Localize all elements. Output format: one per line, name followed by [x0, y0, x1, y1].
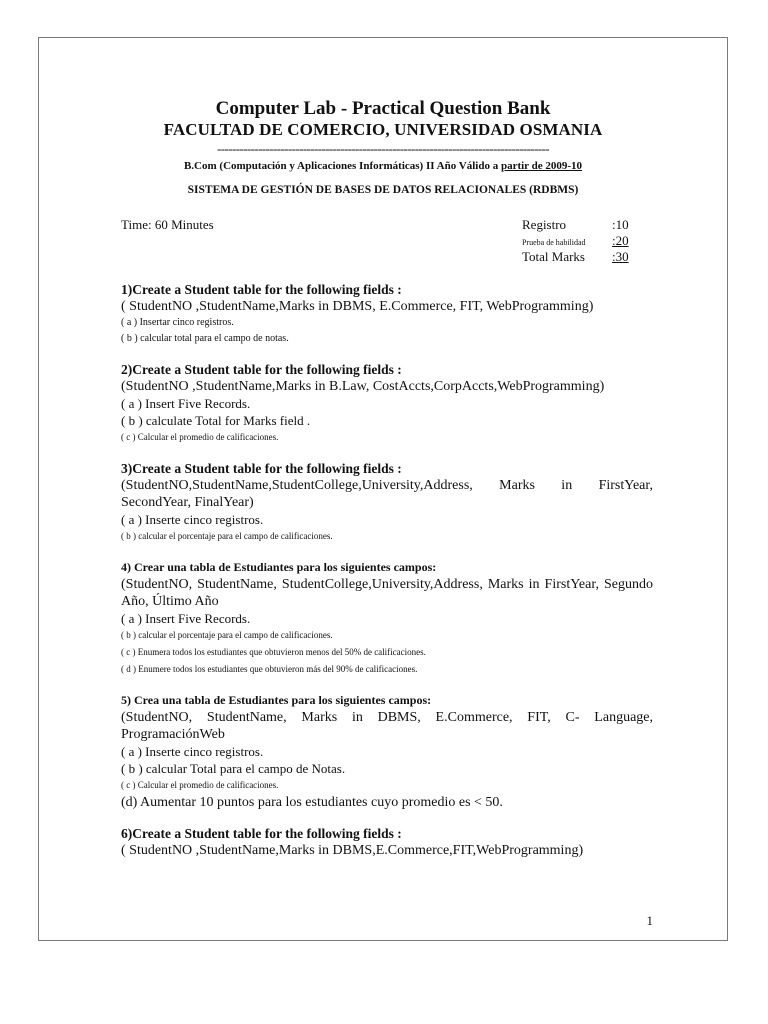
course-subtitle-year: partir de 2009-10: [500, 160, 583, 172]
question-list: [121, 281, 653, 873]
question-subitem: ( c ) Calcular el promedio de calificaciones.: [121, 432, 279, 442]
question-5: [121, 692, 653, 811]
question-heading: 4) Crear una tabla de Estudiantes para los siguientes campos:: [121, 560, 437, 574]
question-subitem: ( b ) calcular Total para el campo de Notas.: [121, 761, 346, 776]
question-heading: 2)Create a Student table for the following fields :: [121, 362, 402, 377]
question-fields: (StudentNO,StudentName,StudentCollege,University,Address, Marks in FirstYear, SecondYear, FinalYear): [121, 478, 653, 510]
marks-row-prueba: [522, 233, 658, 249]
question-fields: ( StudentNO ,StudentName,Marks in DBMS, E.Commerce, FIT, WebProgramming): [121, 299, 594, 314]
page-title: Computer Lab - Practical Question Bank: [215, 98, 551, 119]
marks-row-registro: [522, 217, 658, 233]
question-heading: 6)Create a Student table for the following fields :: [121, 826, 402, 841]
prueba-value: :20: [612, 233, 629, 248]
question-subitem: ( a ) Insert Five Records.: [121, 611, 251, 626]
question-subitem: ( b ) calcular total para el campo de notas.: [121, 333, 289, 344]
registro-value: :10: [612, 217, 629, 232]
marks-row-total: [522, 249, 658, 265]
course-subtitle: [39, 160, 727, 172]
total-label: Total Marks: [522, 249, 585, 264]
question-6: [121, 825, 653, 859]
question-1: [121, 281, 653, 347]
document-page: [38, 37, 728, 941]
question-heading: 3)Create a Student table for the following fields :: [121, 461, 402, 476]
faculty-title: FACULTAD DE COMERCIO, UNIVERSIDAD OSMANIA: [163, 120, 603, 139]
page-number: 1: [646, 913, 653, 928]
question-fields: (StudentNO, StudentName, Marks in DBMS, E.Commerce, FIT, C- Language, ProgramaciónWeb: [121, 710, 653, 742]
question-subitem: ( a ) Insertar cinco registros.: [121, 317, 234, 328]
question-subitem: ( b ) calcular el porcentaje para el campo de calificaciones.: [121, 531, 333, 541]
question-2: [121, 361, 653, 446]
question-heading: 1)Create a Student table for the following fields :: [121, 282, 402, 297]
question-subitem: ( a ) Insert Five Records.: [121, 396, 251, 411]
dashed-divider: -----------------------------------------------------------------------------------------: [217, 141, 549, 156]
question-fields: ( StudentNO ,StudentName,Marks in DBMS,E.Commerce,FIT,WebProgramming): [121, 843, 584, 858]
question-subitem: ( b ) calculate Total for Marks field .: [121, 413, 311, 428]
question-heading: 5) Crea una tabla de Estudiantes para los siguientes campos:: [121, 693, 432, 707]
registro-label: Registro: [522, 217, 567, 232]
subject-title: SISTEMA DE GESTIÓN DE BASES DE DATOS RELACIONALES (RDBMS): [187, 184, 579, 196]
question-3: [121, 460, 653, 545]
marks-table: [522, 217, 658, 265]
question-subitem: (d) Aumentar 10 puntos para los estudiantes cuyo promedio es < 50.: [121, 795, 503, 810]
question-subitem: ( c ) Calcular el promedio de calificaciones.: [121, 780, 279, 790]
question-subitem: ( b ) calcular el porcentaje para el campo de calificaciones.: [121, 630, 333, 640]
course-subtitle-main: B.Com (Computación y Aplicaciones Informáticas) II Año Válido a: [183, 160, 501, 172]
exam-time: Time: 60 Minutes: [121, 217, 214, 232]
question-subitem: ( c ) Enumera todos los estudiantes que obtuvieron menos del 50% de calificaciones.: [121, 647, 426, 657]
question-subitem: ( a ) Inserte cinco registros.: [121, 744, 264, 759]
question-subitem: ( d ) Enumere todos los estudiantes que obtuvieron más del 90% de calificaciones.: [121, 664, 418, 674]
question-subitem: ( a ) Inserte cinco registros.: [121, 512, 264, 527]
question-fields: (StudentNO ,StudentName,Marks in B.Law, CostAccts,CorpAccts,WebProgramming): [121, 379, 605, 394]
question-4: [121, 559, 653, 678]
prueba-label: Prueba de habilidad: [522, 238, 586, 247]
total-value: :30: [612, 249, 629, 264]
question-fields: (StudentNO, StudentName, StudentCollege,University,Address, Marks in FirstYear, Segundo Año, Último Año: [121, 577, 653, 609]
